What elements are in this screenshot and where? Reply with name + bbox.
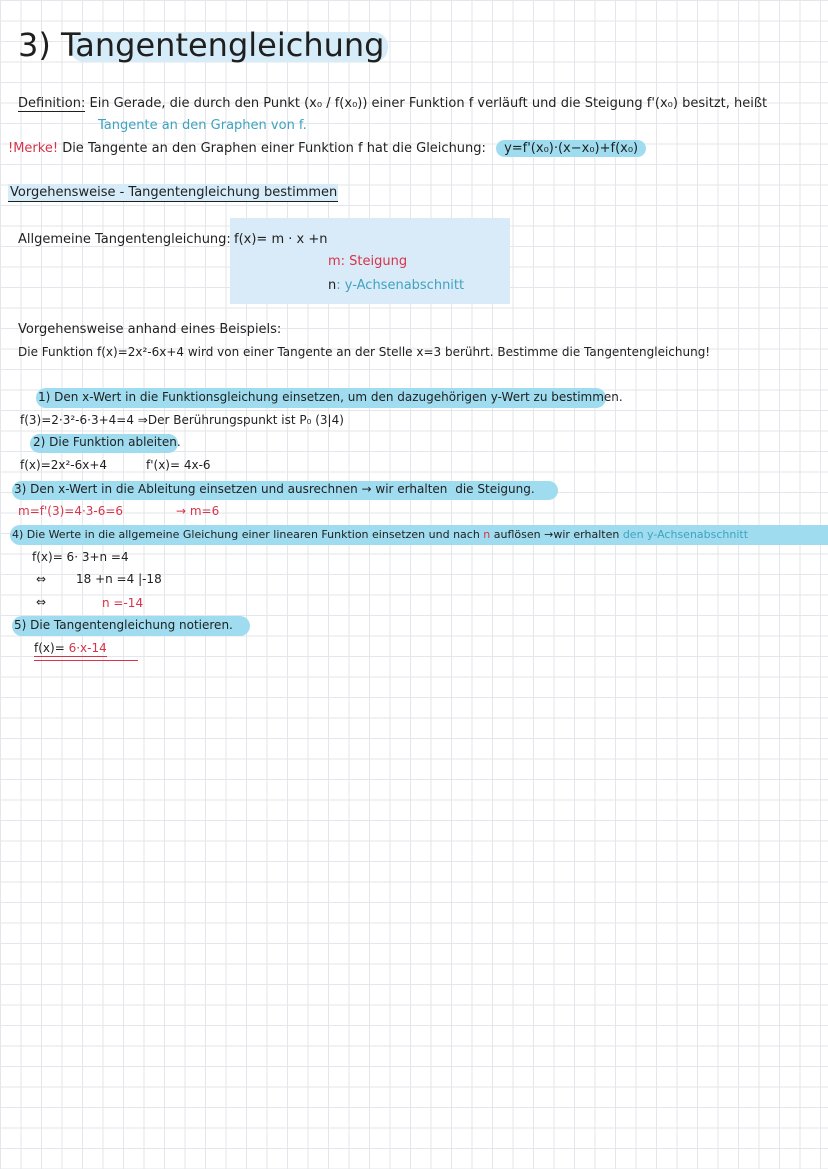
merke-line	[8, 141, 646, 156]
equiv-arrow-1: ⇔	[36, 572, 47, 586]
step2-calc-a: f(x)=2x²-6x+4	[20, 458, 108, 472]
vorgehen-heading: Vorgehensweise - Tangentengleichung bestimmen	[10, 185, 338, 200]
step2-calc-b: f'(x)= 4x-6	[146, 458, 211, 472]
example-task: Die Funktion f(x)=2x²-6x+4 wird von einer Tangente an der Stelle x=3 berührt. Bestimme die Tangentengleichung!	[18, 345, 711, 359]
step4-mid: auflösen →wir erhalten	[493, 528, 620, 541]
step5-text: 5) Die Tangentengleichung notieren.	[14, 618, 233, 632]
step4-calc-b: 18 +n =4 |-18	[76, 572, 162, 586]
general-label: Allgemeine Tangentengleichung:	[18, 232, 231, 247]
n-legend: n: y-Achsenabschnitt	[328, 278, 465, 293]
m-legend: m: Steigung	[328, 254, 408, 269]
result-double-underline	[34, 660, 138, 661]
step1-calc: f(3)=2·3²-6·3+4=4 ⇒Der Berührungspunkt ist P₀ (3|4)	[20, 413, 344, 427]
tangent-formula: y=f'(x₀)·(x−x₀)+f(x₀)	[496, 140, 646, 157]
step4-text: 4) Die Werte in die allgemeine Gleichung einer linearen Funktion einsetzen und nach	[12, 528, 480, 541]
step4-term: den y-Achsenabschnitt	[622, 528, 749, 541]
result-value: 6·x-14	[68, 641, 107, 655]
definition-label: Definition:	[18, 96, 86, 111]
merke-text: Die Tangente an den Graphen einer Funktion f hat die Gleichung:	[62, 141, 486, 156]
result-line	[34, 641, 107, 657]
step3-text: 3) Den x-Wert in die Ableitung einsetzen und ausrechnen → wir erhalten	[14, 482, 448, 496]
page-title: 3) Tangentengleichung	[18, 26, 385, 64]
step4-calc-c: n =-14	[102, 596, 144, 610]
step4-calc-a: f(x)= 6· 3+n =4	[32, 550, 129, 564]
step1-text: 1) Den x-Wert in die Funktionsgleichung einsetzen, um den dazugehörigen y-Wert zu bestimmen.	[38, 390, 623, 404]
step3-calc-a: m=f'(3)=4·3-6=6	[18, 504, 124, 518]
step3-calc-b: → m=6	[176, 504, 220, 518]
equiv-arrow-2: ⇔	[36, 595, 47, 609]
result-prefix: f(x)=	[34, 641, 65, 655]
general-formula: f(x)= m · x +n	[234, 232, 328, 247]
definition-term: Tangente an den Graphen von f.	[98, 118, 307, 133]
example-heading: Vorgehensweise anhand eines Beispiels:	[18, 322, 282, 337]
step2-text: 2) Die Funktion ableiten.	[33, 435, 181, 449]
step4-n: n	[483, 528, 491, 541]
step3-term: die Steigung.	[455, 482, 535, 496]
definition-line	[18, 96, 767, 111]
step4-line	[12, 528, 748, 541]
step3-line	[14, 482, 535, 496]
merke-label: !Merke!	[8, 141, 59, 156]
definition-text: Ein Gerade, die durch den Punkt (x₀ / f(x₀)) einer Funktion f verläuft und die Steigung f'(x₀) besitzt, heißt	[89, 96, 768, 111]
